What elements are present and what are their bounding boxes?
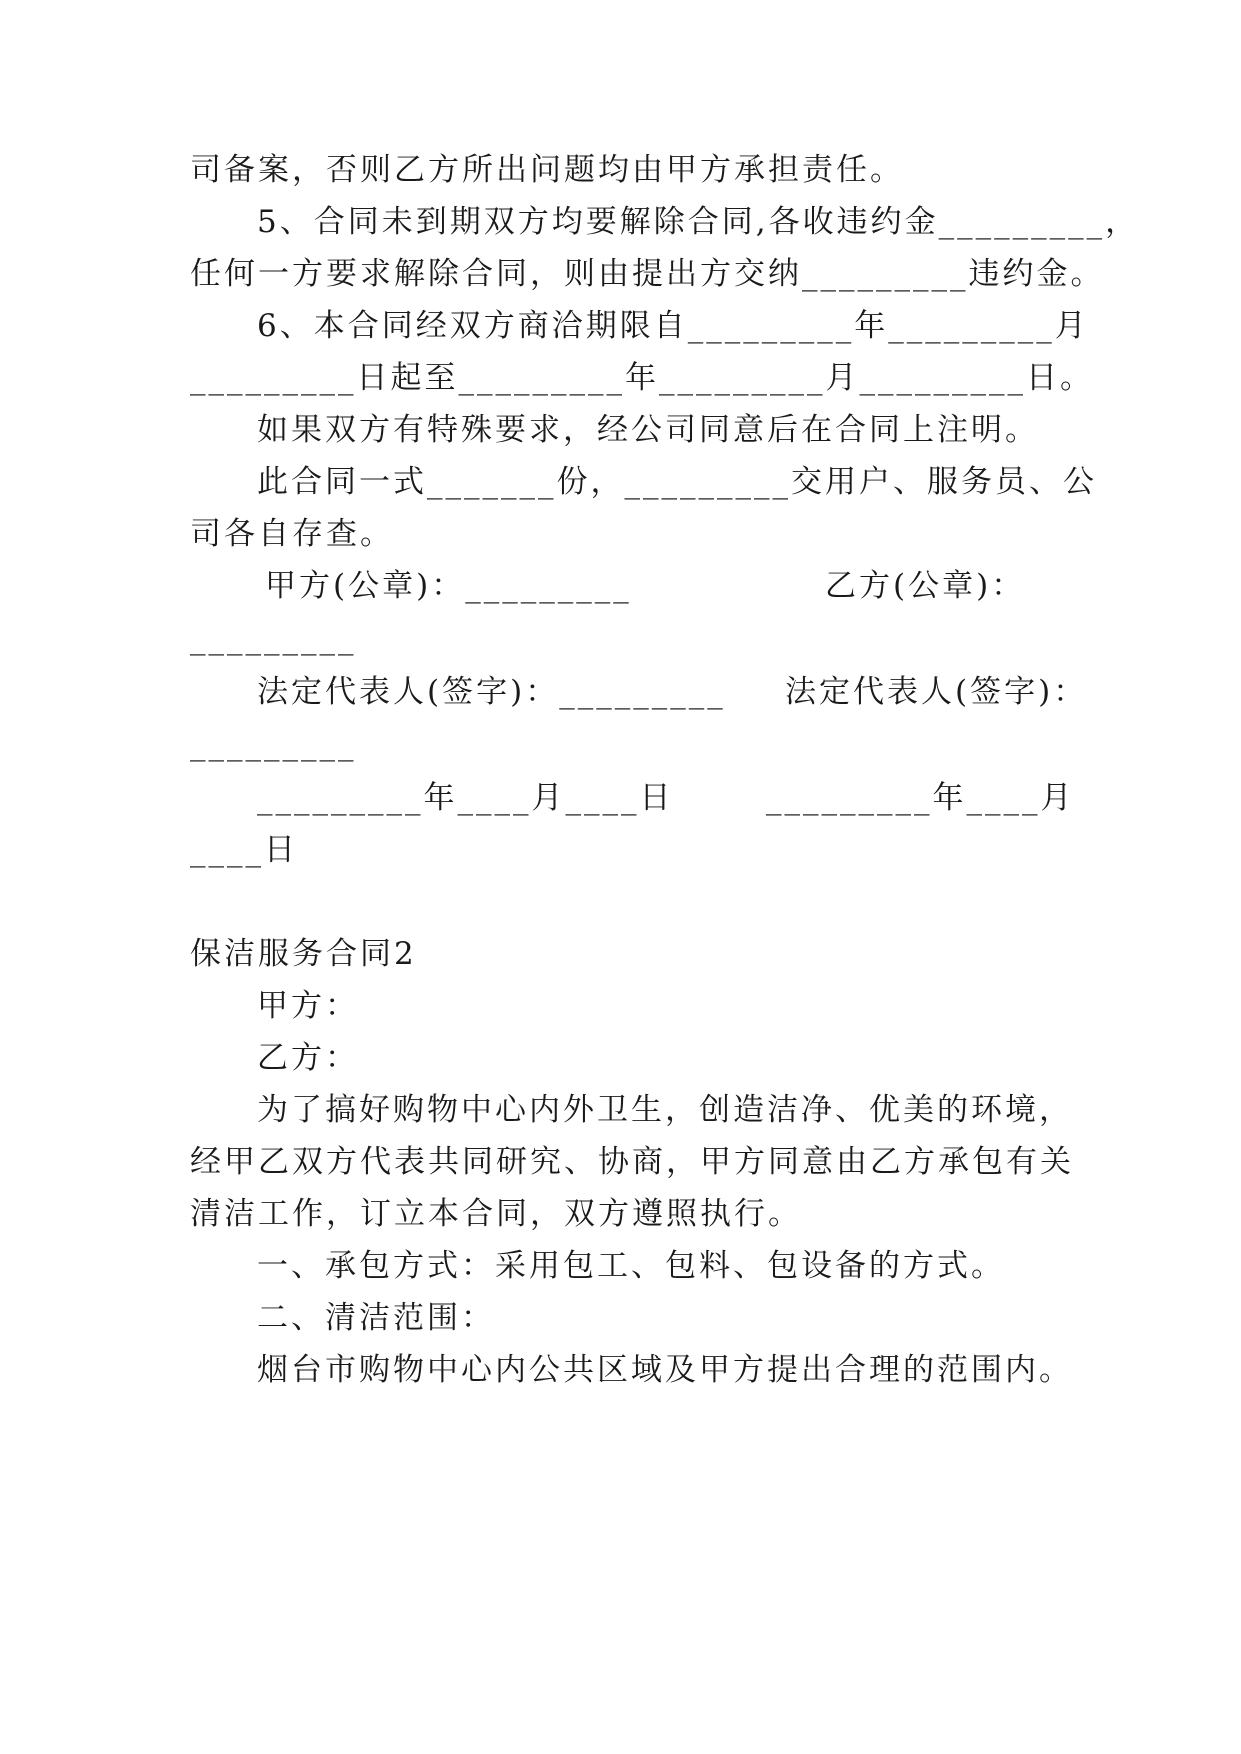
paragraph-line: 此合同一式_______份，_________交用户、服务员、公 [257,464,1097,500]
party-a-representative-line: 法定代表人(签字)：_________ [257,674,726,710]
paragraph-line: 如果双方有特殊要求，经公司同意后在合同上注明。 [257,412,1039,448]
section-title: 保洁服务合同2 [190,936,417,972]
party-b-representative-line: 法定代表人(签字)： [785,674,1088,710]
paragraph-line: 司备案，否则乙方所出问题均由甲方承担责任。 [190,152,904,188]
signature-blank: _________ [190,620,357,656]
cleaning-scope-heading: 二、清洁范围： [257,1300,495,1336]
signature-blank: _________ [190,726,357,762]
party-b-label: 乙方： [257,1040,359,1076]
clause-5-line: 5、合同未到期双方均要解除合同,各收违约金_________， [257,204,1140,240]
paragraph-line: 经甲乙双方代表共同研究、协商，甲方同意由乙方承包有关 [190,1144,1074,1180]
date-day-blank: ____日 [190,832,298,868]
party-b-seal-line: 乙方(公章)： [825,568,1026,604]
paragraph-line: 为了搞好购物中心内外卫生，创造洁净、优美的环境， [257,1092,1073,1128]
paragraph-line: _________日起至_________年_________月_________日。 [190,360,1094,396]
cleaning-scope-text: 烟台市购物中心内公共区域及甲方提出合理的范围内。 [257,1352,1073,1388]
party-a-date-line: _________年____月____日 [257,780,674,816]
paragraph-line: 任何一方要求解除合同，则由提出方交纳_________违约金。 [190,256,1105,292]
contract-method-line: 一、承包方式：采用包工、包料、包设备的方式。 [257,1248,1005,1284]
paragraph-line: 司各自存查。 [190,516,394,552]
party-a-label: 甲方： [257,988,359,1024]
party-a-seal-line: 甲方(公章)：_________ [265,568,632,604]
clause-6-line: 6、本合同经双方商洽期限自_________年_________月 [257,308,1089,344]
paragraph-line: 清洁工作，订立本合同，双方遵照执行。 [190,1196,802,1232]
party-b-date-line: _________年____月 [766,780,1075,816]
